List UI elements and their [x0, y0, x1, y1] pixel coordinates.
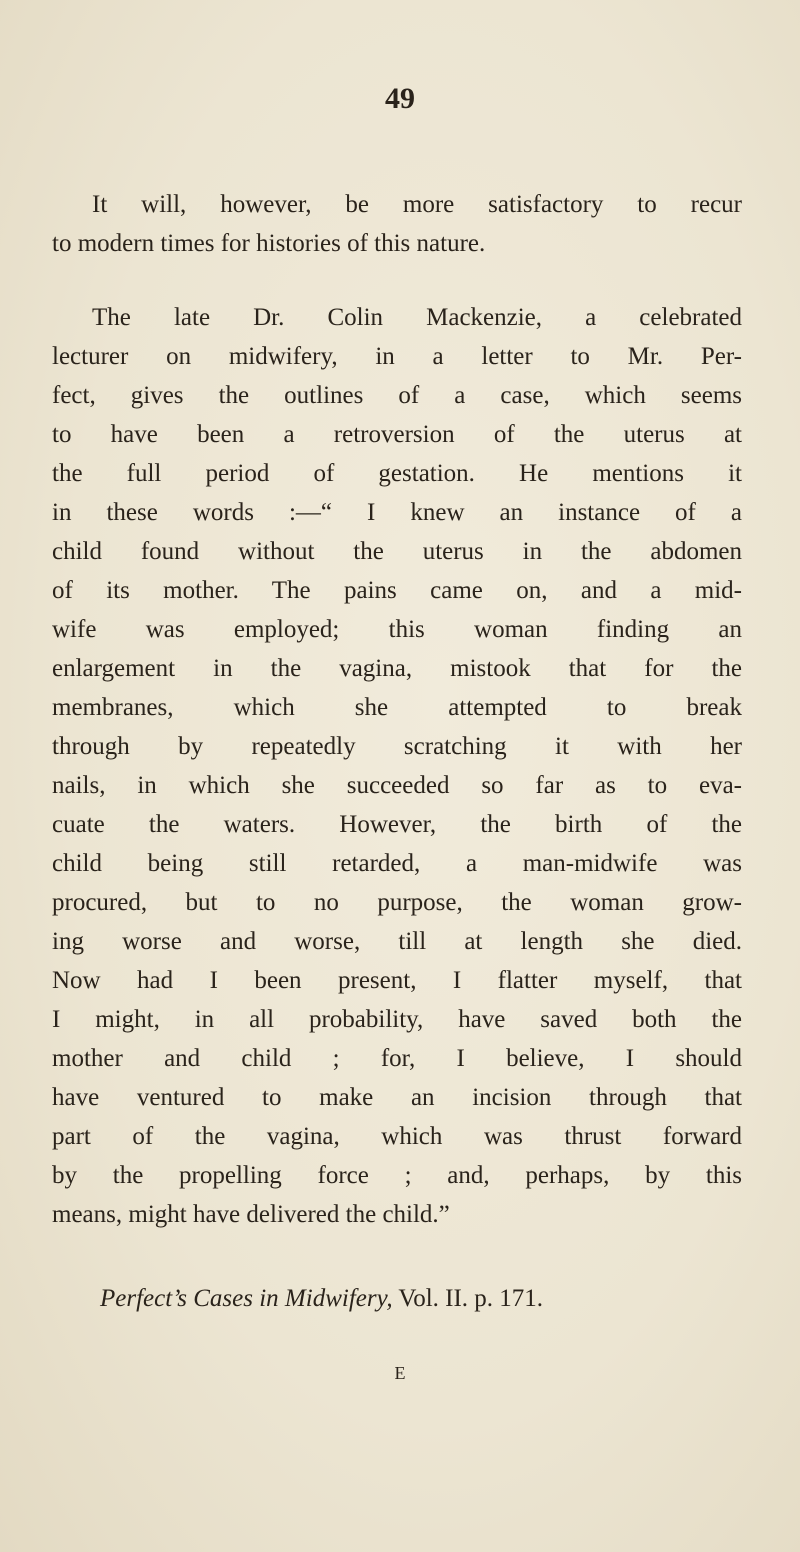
- citation-ref: Vol. II. p. 171.: [392, 1285, 544, 1312]
- text-line: cuate the waters. However, the birth of the: [52, 811, 742, 838]
- citation-work: Perfect’s Cases in Midwifery,: [100, 1285, 393, 1312]
- text-line: the full period of gestation. He mentions it: [52, 460, 742, 487]
- paragraph-2: [52, 298, 742, 1234]
- text-line: of its mother. The pains came on, and a mid-: [52, 577, 742, 604]
- page-number: 49: [385, 82, 415, 115]
- text-line: ing worse and worse, till at length she died.: [52, 928, 742, 955]
- text-line: to have been a retroversion of the uterus at: [52, 421, 742, 448]
- text-line: have ventured to make an incision through that: [52, 1084, 742, 1111]
- text-line: lecturer on midwifery, in a letter to Mr. Per-: [52, 343, 742, 370]
- citation: [100, 1285, 740, 1313]
- text-line: enlargement in the vagina, mistook that for the: [52, 655, 742, 682]
- text-line: in these words :—“ I knew an instance of a: [52, 499, 742, 526]
- text-line: mother and child ; for, I believe, I should: [52, 1045, 742, 1072]
- text-line: Now had I been present, I flatter myself, that: [52, 967, 742, 994]
- text-line: nails, in which she succeeded so far as to eva-: [52, 772, 742, 799]
- text-line: procured, but to no purpose, the woman grow-: [52, 889, 742, 916]
- paragraph-1: [52, 185, 742, 263]
- body-text: [52, 185, 742, 1234]
- text-line: to modern times for histories of this nature.: [52, 230, 486, 257]
- text-line: It will, however, be more satisfactory to recur: [92, 191, 742, 218]
- text-line: wife was employed; this woman finding an: [52, 616, 742, 643]
- text-line: child being still retarded, a man-midwife was: [52, 850, 742, 877]
- text-line: child found without the uterus in the abdomen: [52, 538, 742, 565]
- text-line: I might, in all probability, have saved both the: [52, 1006, 742, 1033]
- text-line: through by repeatedly scratching it with her: [52, 733, 742, 760]
- text-line: means, might have delivered the child.”: [52, 1201, 450, 1228]
- text-line: by the propelling force ; and, perhaps, by this: [52, 1162, 742, 1189]
- text-line: fect, gives the outlines of a case, which seems: [52, 382, 742, 409]
- text-line: The late Dr. Colin Mackenzie, a celebrated: [92, 304, 742, 331]
- text-line: part of the vagina, which was thrust forward: [52, 1123, 742, 1150]
- signature-mark: E: [394, 1363, 406, 1383]
- text-line: membranes, which she attempted to break: [52, 694, 742, 721]
